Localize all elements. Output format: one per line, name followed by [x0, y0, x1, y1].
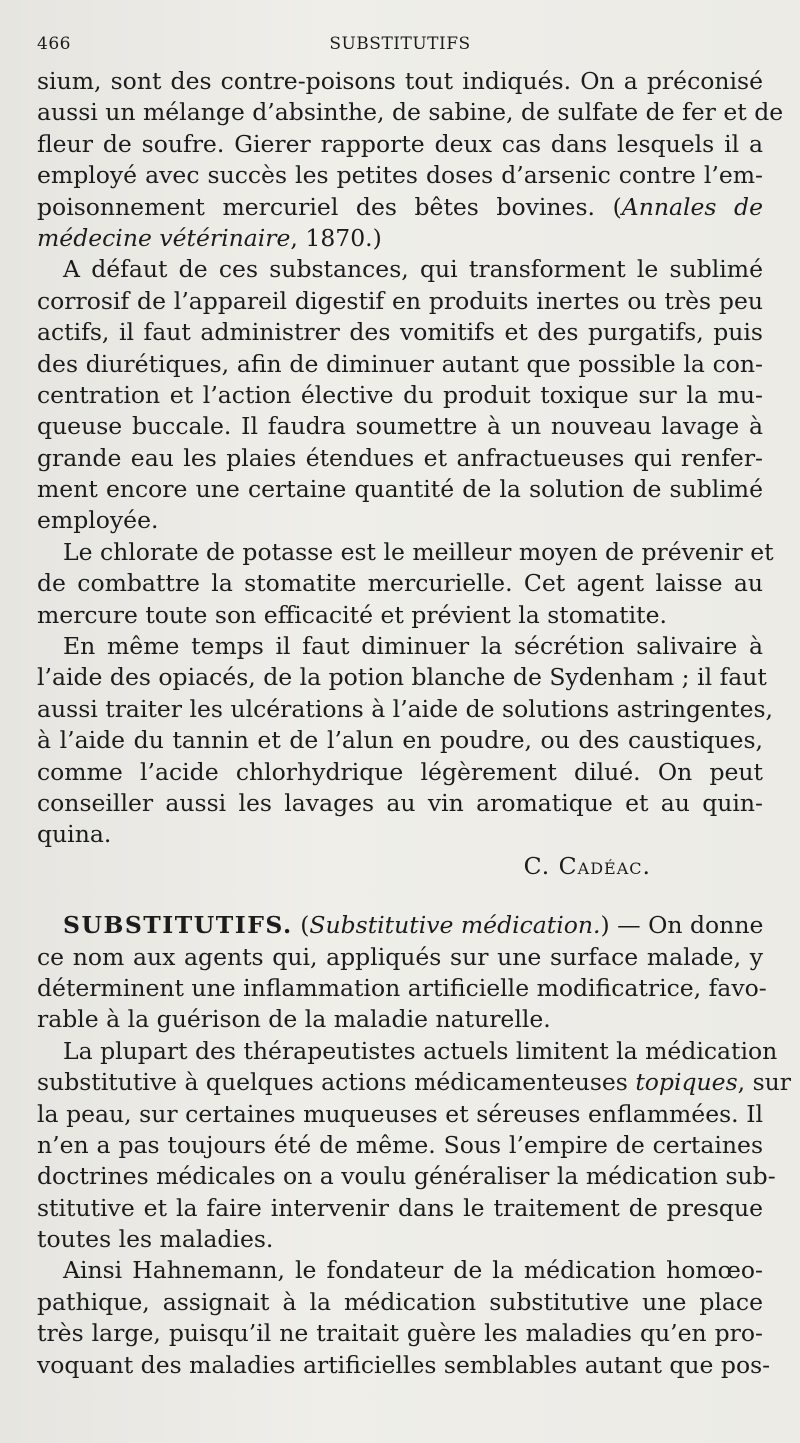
text-line: doctrines médicales on a voulu généraliser la médication sub-: [37, 1162, 776, 1191]
text-line: grande eau les plaies étendues et anfractueuses qui renfer-: [37, 443, 763, 472]
text-line: actifs, il faut administrer des vomitifs et des purgatifs, puis: [37, 318, 763, 347]
section-spacer: [37, 882, 763, 910]
text-line: [37, 1067, 791, 1098]
text-fragment: ) — On donne: [600, 911, 764, 940]
entry-title: SUBSTITUTIFS.: [63, 911, 293, 940]
text-line: n’en a pas toujours été de même. Sous l’empire de certaines: [37, 1130, 763, 1159]
text-line: la peau, sur certaines muqueuses et séreuses enflammées. Il: [37, 1099, 763, 1128]
page-header: [37, 34, 763, 62]
text-line: Ainsi Hahnemann, le fondateur de la médication homœo-: [63, 1256, 763, 1285]
text-fragment: substitutive à quelques actions médicamenteuses: [37, 1068, 636, 1097]
text-line: En même temps il faut diminuer la sécrétion salivaire à: [63, 632, 763, 661]
paragraph-continuation: [37, 66, 784, 254]
text-line: comme l’acide chlorhydrique légèrement dilué. On peut: [37, 757, 763, 786]
text-line: Le chlorate de potasse est le meilleur moyen de prévenir et: [63, 537, 774, 566]
text-line: quina.: [37, 820, 112, 849]
entry-subtitle: Substitutive médication.: [309, 911, 601, 940]
text-line: pathique, assignait à la médication substitutive une place: [37, 1287, 763, 1316]
text-line: [37, 223, 763, 254]
paragraph: [37, 537, 774, 631]
body-text: [37, 66, 791, 1381]
paragraph: [37, 631, 774, 851]
text-line: employée.: [37, 506, 159, 535]
text-line: toutes les maladies.: [37, 1225, 274, 1254]
text-line: mercure toute son efficacité et prévient la stomatite.: [37, 600, 667, 629]
paragraph: [37, 254, 763, 537]
text-line: La plupart des thérapeutistes actuels limitent la médication: [63, 1036, 778, 1065]
text-line: l’aide des opiacés, de la potion blanche de Sydenham ; il faut: [37, 663, 767, 692]
paragraph: [37, 1036, 791, 1256]
emphasis-word: topiques: [635, 1068, 738, 1097]
text-line: sium, sont des contre-poisons tout indiqués. On a préconisé: [37, 67, 763, 95]
text-line: fleur de soufre. Gierer rapporte deux cas dans lesquels il a: [37, 129, 763, 158]
dictionary-entry: [37, 910, 767, 1036]
text-line: aussi traiter les ulcérations à l’aide de solutions astringentes,: [37, 694, 774, 723]
citation-title: médecine vétérinaire: [37, 223, 291, 252]
citation-year: , 1870.): [290, 223, 382, 252]
text-line: de combattre la stomatite mercurielle. Cet agent laisse au: [37, 569, 763, 598]
paragraph: [37, 1255, 771, 1381]
entry-heading-line: [37, 910, 763, 941]
text-line: des diurétiques, afin de diminuer autant que possible la con-: [37, 349, 763, 378]
text-line: queuse buccale. Il faudra soumettre à un nouveau lavage à: [37, 412, 763, 441]
text-line: très large, puisqu’il ne traitait guère les maladies qu’en pro-: [37, 1319, 763, 1348]
text-line: A défaut de ces substances, qui transforment le sublimé: [63, 255, 763, 284]
text-line: aussi un mélange d’absinthe, de sabine, de sulfate de fer et de: [37, 98, 784, 127]
text-line: ment encore une certaine quantité de la solution de sublimé: [37, 475, 763, 504]
running-title: SUBSTITUTIFS: [329, 34, 471, 54]
text-line: [37, 192, 763, 223]
text-line: rable à la guérison de la maladie naturelle.: [37, 1005, 551, 1034]
text-line: employé avec succès les petites doses d’arsenic contre l’em-: [37, 161, 763, 190]
text-line: conseiller aussi les lavages au vin aromatique et au quin-: [37, 788, 763, 817]
citation-title: Annales de: [621, 192, 763, 221]
text-line: stitutive et la faire intervenir dans le traitement de presque: [37, 1193, 763, 1222]
text-fragment: (: [292, 911, 310, 940]
text-line: ce nom aux agents qui, appliqués sur une surface malade, y: [37, 942, 763, 971]
text-line: voquant des maladies artificielles semblables autant que pos-: [37, 1350, 771, 1379]
text-line: déterminent une inflammation artificielle modificatrice, favo-: [37, 973, 767, 1002]
text-fragment: poisonnement mercuriel des bêtes bovines. (: [37, 192, 622, 221]
text-fragment: , sur: [737, 1068, 791, 1097]
text-line: corrosif de l’appareil digestif en produits inertes ou très peu: [37, 286, 763, 315]
author-signature: C. Cadéac.: [523, 851, 651, 880]
text-line: à l’aide du tannin et de l’alun en poudre, ou des caustiques,: [37, 726, 763, 755]
page-number: 466: [37, 34, 71, 54]
text-line: centration et l’action élective du produit toxique sur la mu-: [37, 380, 763, 409]
